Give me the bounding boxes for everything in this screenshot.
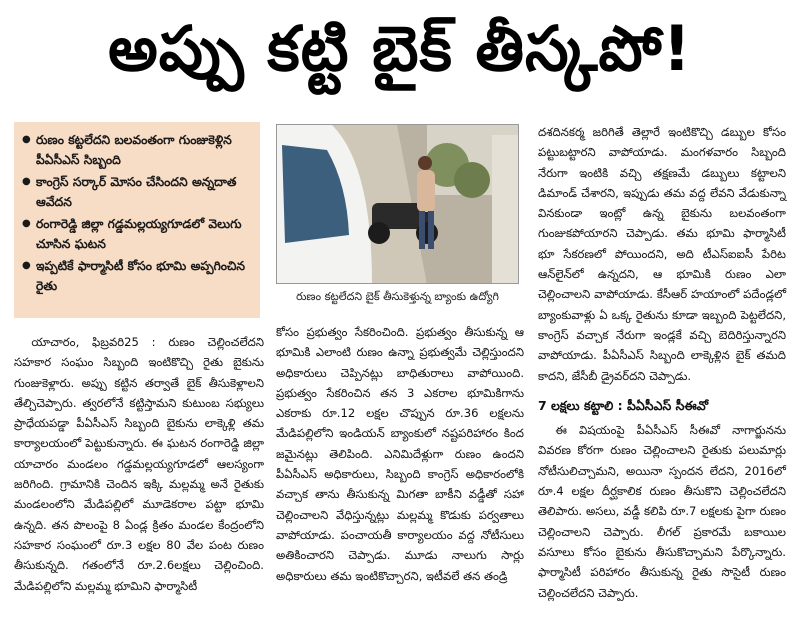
bullet-icon: ● bbox=[22, 134, 31, 145]
highlight-item: ● రంగారెడ్డి జిల్లా గడ్డమల్లయ్యగూడలో వెలుగు చూసిన ఘటన bbox=[22, 214, 252, 254]
highlight-item: ● రుణం కట్టలేదని బలవంతంగా గుంజుకెళ్లిన పీఏసీఎస్ సిబ్బంది bbox=[22, 130, 252, 170]
highlights-list bbox=[22, 130, 252, 296]
bullet-icon: ● bbox=[22, 218, 31, 229]
highlight-item: ● కాంగ్రెస్ సర్కార్ మోసం చేసిందని అన్నదాత ఆవేదన bbox=[22, 172, 252, 212]
highlights-box bbox=[14, 122, 260, 318]
article-column-3 bbox=[538, 122, 786, 603]
paragraph: కోసం ప్రభుత్వం సేకరించింది. ప్రభుత్వం తీసుకున్న ఆ భూమికి ఎలాంటి రుణం ఉన్నా ప్రభుత్వమే చెల్లిస్తుందని అధికారులు చెప్పినట్లు బాధితురాలు వాపోయింది. ప్రభుత్వం సేకరించిన తన 3 ఎకరాల భూమికిగాను ఎకరాకు రూ.12 లక్షల చొప్పున రూ.36 లక్షలను మేడిపల్లిలోని ఇండియన్ బ్యాంకులో నష్టపరిహారం కింద జమైనట్లు తెలిపింది. ఎనిమిదేళ్లుగా రుణం ఉందని పీఏసీఎస్ అధికారులు, సిబ్బంది కాంగ్రెస్ అధికారంలోకి వచ్చాక తాను తీసుకున్న మిగతా బాకీని వడ్డీతో సహా చెల్లించాలని వేధిస్తున్నట్లు మల్లమ్మ కొడుకు పర్వతాలు వాపోయాడు. పంచాయతీ కార్యాలయం వద్ద నోటీసులు అతికించారని చెప్పాడు. మూడు నాలుగు సార్లు అధికారులు తమ ఇంటికొచ్చారని, ఇటీవలే తన తండ్రి bbox=[276, 325, 524, 583]
section-subheading: 7 లక్షలు కట్టాలి : పీఏసీఎస్ సీఈవో bbox=[538, 397, 709, 413]
article-column-2 bbox=[276, 322, 524, 586]
paragraph: ఈ విషయంపై పీఏసీఎస్ సీఈవో నాగార్జునను వివరణ కోరగా రుణం చెల్లించాలని రైతుకు పలుమార్లు నోటీసులిచ్చామని, అయినా స్పందన లేదని, 2016లో రూ.4 లక్షల దీర్ఘకాలిక రుణం తీసుకొని చెల్లించలేదని తెలిపారు. అసలు, వడ్డీ కలిపి రూ.7 లక్షలకు పైగా రుణం చెల్లించాలని చెప్పారు. లీగల్ ప్రకారమే బకాయిల వసూలు కోసం బైకును తీసుకొచ్చామని పేర్కొన్నారు. ఫార్మాసిటీ పరిహారం తీసుకున్న రైతు సొసైటీ రుణం చెల్లించలేదని చెప్పారు. bbox=[538, 423, 786, 600]
photo-caption: రుణం కట్టలేదని బైక్ తీసుకెళ్తున్న బ్యాంకు ఉద్యోగి bbox=[296, 290, 499, 303]
news-photo bbox=[276, 124, 519, 284]
headline: అప్పు కట్టి బైక్ తీస్కపో! bbox=[108, 12, 692, 85]
cctv-scene-image bbox=[277, 125, 519, 284]
paragraph: యాచారం, ఫిబ్రవరి25 : రుణం చెల్లించలేదని సహకార సంఘం సిబ్బంది ఇంటికొచ్చి రైతు బైకును గుంజుకెళ్లారు. అప్పు కట్టిన తర్వాతే బైక్ తీసుకెళ్లాలని తేల్చిచెప్పారు. త్వరలోనే కట్టిస్తామని కుటుంబ సభ్యులు ప్రాధేయపడ్డా పీఏసీఎస్ సిబ్బంది బైకును లాక్కెళ్లి తమ కార్యాలయంలో పెట్టుకున్నారు. ఈ ఘటన రంగారెడ్డి జిల్లా యాచారం మండలం గడ్డమల్లయ్యగూడలో ఆలస్యంగా జరిగింది. గ్రామానికి చెందిన ఇక్కి మల్లమ్మ అనే రైతుకు మండలంలోని మేడిపల్లిలో మూడెకరాల పట్టా భూమి ఉన్నది. తన పొలంపై 8 ఏండ్ల క్రితం మండల కేంద్రంలోని సహకార సంఘంలో రూ.3 లక్షల 80 వేల పంట రుణం తీసుకున్నది. గతంలోనే రూ.2.6లక్షలు చెల్లించింది. మేడిపల్లిలోని మల్లమ్మ భూమిని ఫార్మాసిటీ bbox=[14, 335, 264, 593]
highlight-item: ● ఇప్పటికే ఫార్మాసిటీ కోసం భూమి అప్పగించిన రైతు bbox=[22, 256, 252, 296]
paragraph: దశదినకర్మ జరిగితే తెల్లారే ఇంటికొచ్చి డబ్బుల కోసం పట్టుబట్టారని వాపోయాడు. మంగళవారం సిబ్బంది నేరుగా ఇంటికి వచ్చి తక్షణమే డబ్బులు కట్టాలని డిమాండ్ చేశారని, ఇప్పుడు తమ వద్ద లేవని వేడుకున్నా వినకుండా ఇంట్లో ఉన్న బైకును బలవంతంగా గుంజుకపోయారని చెప్పాడు. తమ భూమి ఫార్మాసిటీ భూ సేకరణలో పోయిందని, అది టీఎస్ఐఐసీ పేరిట ఆన్‌లైన్‌లో ఉన్నదని, ఆ భూమికి రుణం ఎలా చెల్లించాలని వాపోయాడు. కేసీఆర్ హయాంలో పదేండ్లలో బ్యాంకువాళ్లు ఏ ఒక్క రైతును కూడా ఇబ్బంది పెట్టలేదని, కాంగ్రెస్ వచ్చాక నేరుగా ఇండ్లకే వచ్చి బెదిరిస్తున్నారని వాపోయాడు. పీఏసీఎస్ సిబ్బంది లాక్కెళ్లిన బైక్ తమది కాదని, జేసీబీ డ్రైవర్‌దని చెప్పాడు. bbox=[538, 125, 786, 383]
bullet-icon: ● bbox=[22, 260, 31, 271]
bullet-icon: ● bbox=[22, 176, 31, 187]
article-column-1 bbox=[14, 332, 264, 596]
